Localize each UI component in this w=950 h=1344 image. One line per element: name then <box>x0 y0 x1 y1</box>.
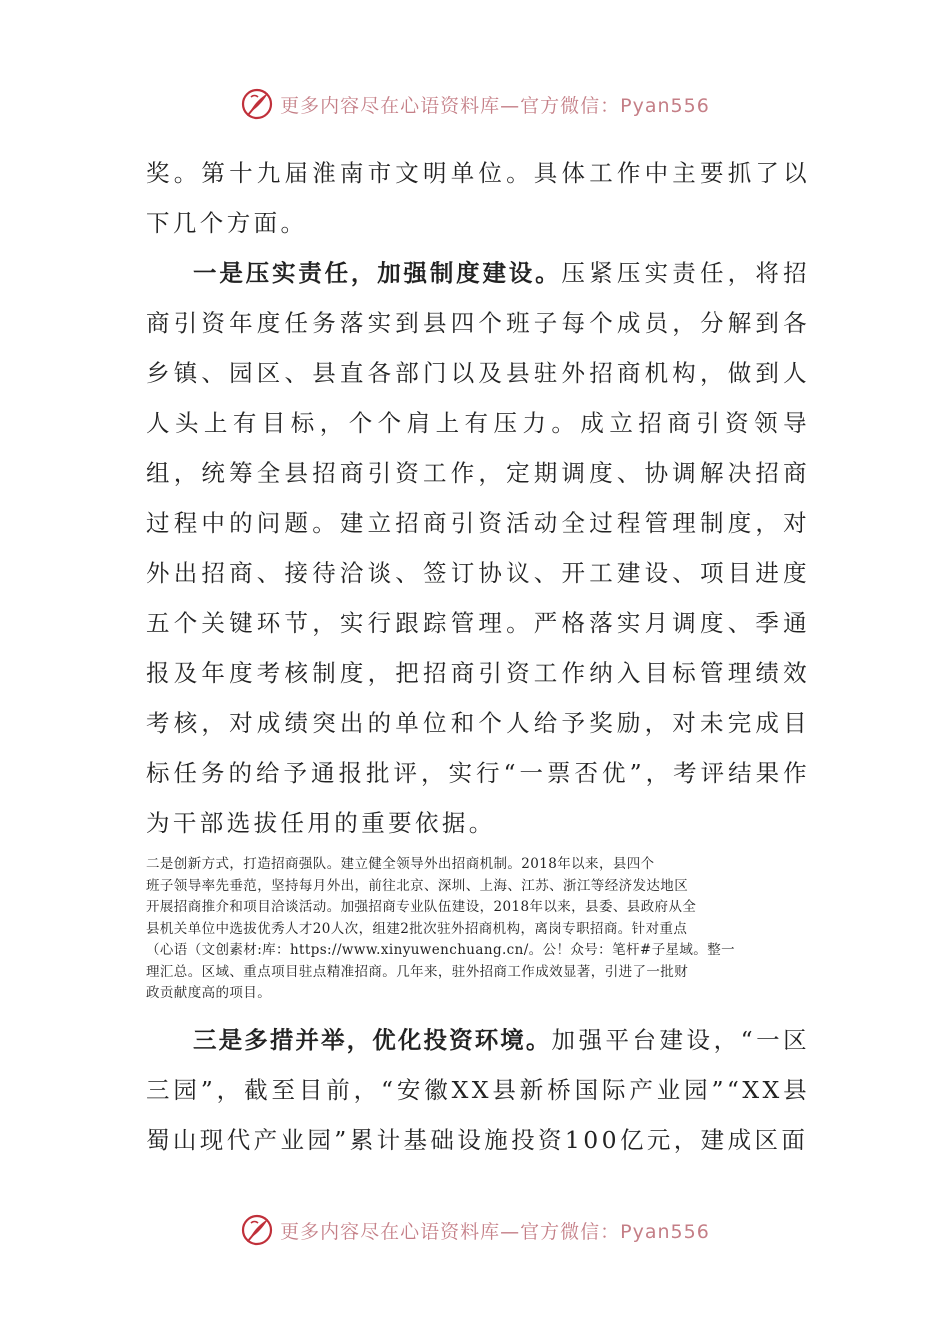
small-line-6: 理汇总。区域、重点项目驻点精准招商。几年来，驻外招商工作成效显著，引进了一批财 <box>146 963 689 980</box>
small-line-4: 县机关单位中选拔优秀人才20人次，组建2批次驻外招商机构，离岗专职招商。针对重点 <box>146 920 688 937</box>
footer-banner <box>0 1208 950 1252</box>
paragraph-2-text: 压紧压实责任，将招商引资年度任务落实到县四个班子每个成员，分解到各乡镇、园区、县直各部门以及县驻外招商机构，做到人人头上有目标，个个肩上有压力。成立招商引资领导组，统筹全县招商引资工作，定期调度、协调解决招商过程中的问题。建立招商引资活动全过程管理制度，对外出招商、接待洽谈、签订协议、开工建设、项目进度五个关键环节，实行跟踪管理。严格落实月调度、季通报及年度考核制度，把招商引资工作纳入目标管理绩效考核，对成绩突出的单位和个人给予奖励，对未完成目标任务的给予通报批评，实行“一票否优”，考评结果作为干部选拔任用的重要依据。 <box>146 259 810 837</box>
paragraph-2-heading: 一是压实责任，加强制度建设。 <box>193 259 562 287</box>
small-line-3: 开展招商推介和项目洽谈活动。加强招商专业队伍建设，2018年以来，县委、县政府从全 <box>146 899 697 915</box>
document-body <box>146 148 810 1165</box>
header-banner-text: 更多内容尽在心语资料库—官方微信：Pyan556 <box>280 94 710 117</box>
small-line-7: 政贡献度高的项目。 <box>146 985 272 1001</box>
paragraph-1: 奖。第十九届淮南市文明单位。具体工作中主要抓了以下几个方面。 <box>146 159 810 237</box>
small-line-5: （心语（文创素材:库：https://www.xinyuwenchuang.cn/。公！众号：笔杆#子星域。整一 <box>146 942 735 958</box>
footer-banner-text: 更多内容尽在心语资料库—官方微信：Pyan556 <box>280 1220 710 1243</box>
quill-logo-icon <box>240 1213 274 1247</box>
quill-logo-icon <box>240 87 274 121</box>
paragraph-2 <box>146 248 810 848</box>
header-banner <box>0 82 950 126</box>
small-print-paragraph <box>146 854 810 1005</box>
paragraph-3-text: 加强平台建设，“一区三园”，截至目前，“安徽XX县新桥国际产业园”“XX县蜀山现代产业园”累计基础设施投资100亿元，建成区面 <box>146 1025 811 1154</box>
paragraph-3-heading: 三是多措并举，优化投资环境。 <box>193 1025 552 1054</box>
small-line-2: 班子领导率先垂范，坚持每月外出，前往北京、深圳、上海、江苏、浙江等经济发达地区 <box>146 877 689 894</box>
small-line-1: 二是创新方式，打造招商强队。建立健全领导外出招商机制。2018年以来，县四个 <box>146 856 655 872</box>
paragraph-3 <box>146 1015 810 1165</box>
